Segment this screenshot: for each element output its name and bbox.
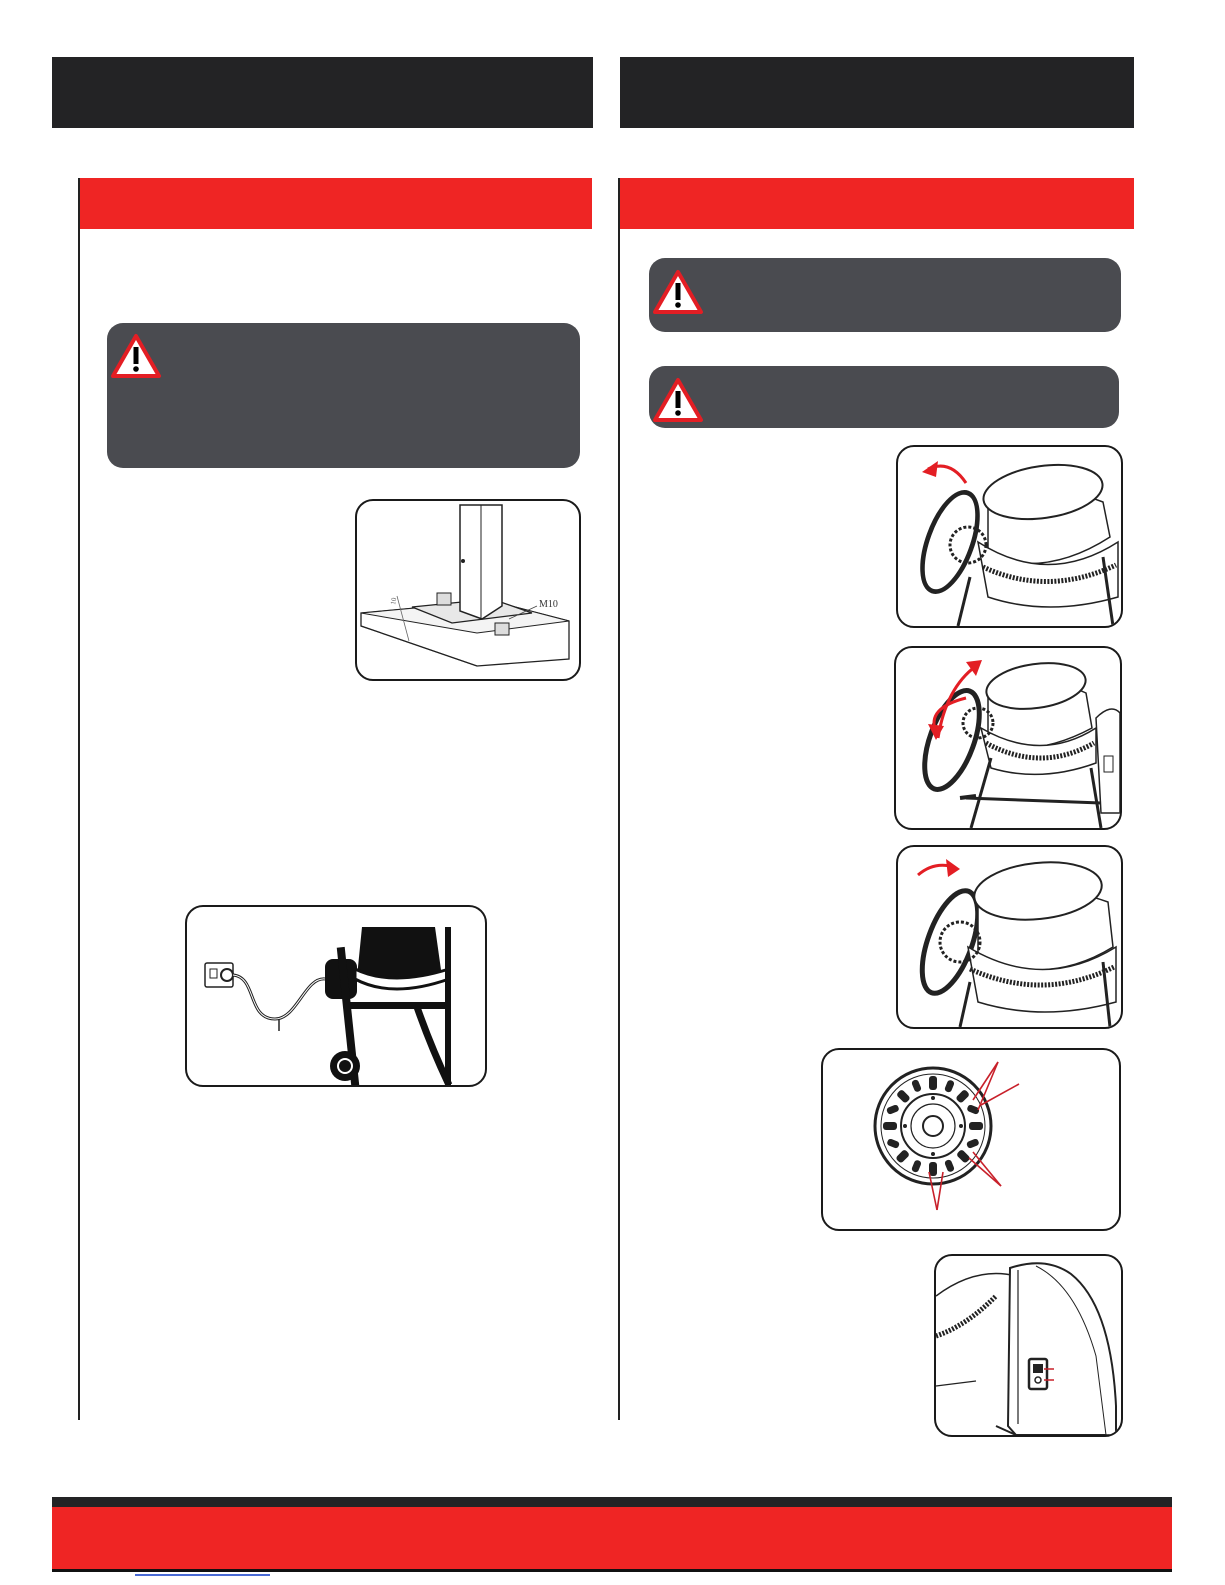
footer-rule: [52, 1569, 1172, 1572]
mixer-plug-figure: [185, 905, 487, 1087]
footer-dark-band: [52, 1497, 1172, 1507]
base-mount-figure: [355, 499, 581, 681]
left-header-bar: [52, 57, 593, 128]
footer-link-underline[interactable]: [135, 1574, 270, 1576]
drum-tilt-figure-3: [896, 845, 1123, 1029]
left-warning-box: [107, 323, 580, 468]
footer-red-band: [52, 1507, 1172, 1569]
motor-switch-figure: [934, 1254, 1123, 1437]
bolt-label: M10: [539, 599, 558, 610]
drum-tilt-figure-1: [896, 445, 1123, 628]
left-column-rule: [78, 178, 80, 1420]
right-section-bar: [620, 178, 1134, 229]
right-warning-box-2: [649, 366, 1119, 428]
warning-triangle-icon: [110, 333, 162, 379]
left-section-bar: [80, 178, 592, 229]
right-header-bar: [620, 57, 1134, 128]
right-warning-box-1: [649, 258, 1121, 332]
right-column-rule: [618, 178, 620, 1420]
warning-triangle-icon: [652, 269, 704, 315]
svg-text:10: 10: [389, 597, 399, 606]
drum-tilt-figure-2: [894, 646, 1122, 830]
gear-ring-figure: [821, 1048, 1121, 1231]
warning-triangle-icon: [652, 377, 704, 423]
